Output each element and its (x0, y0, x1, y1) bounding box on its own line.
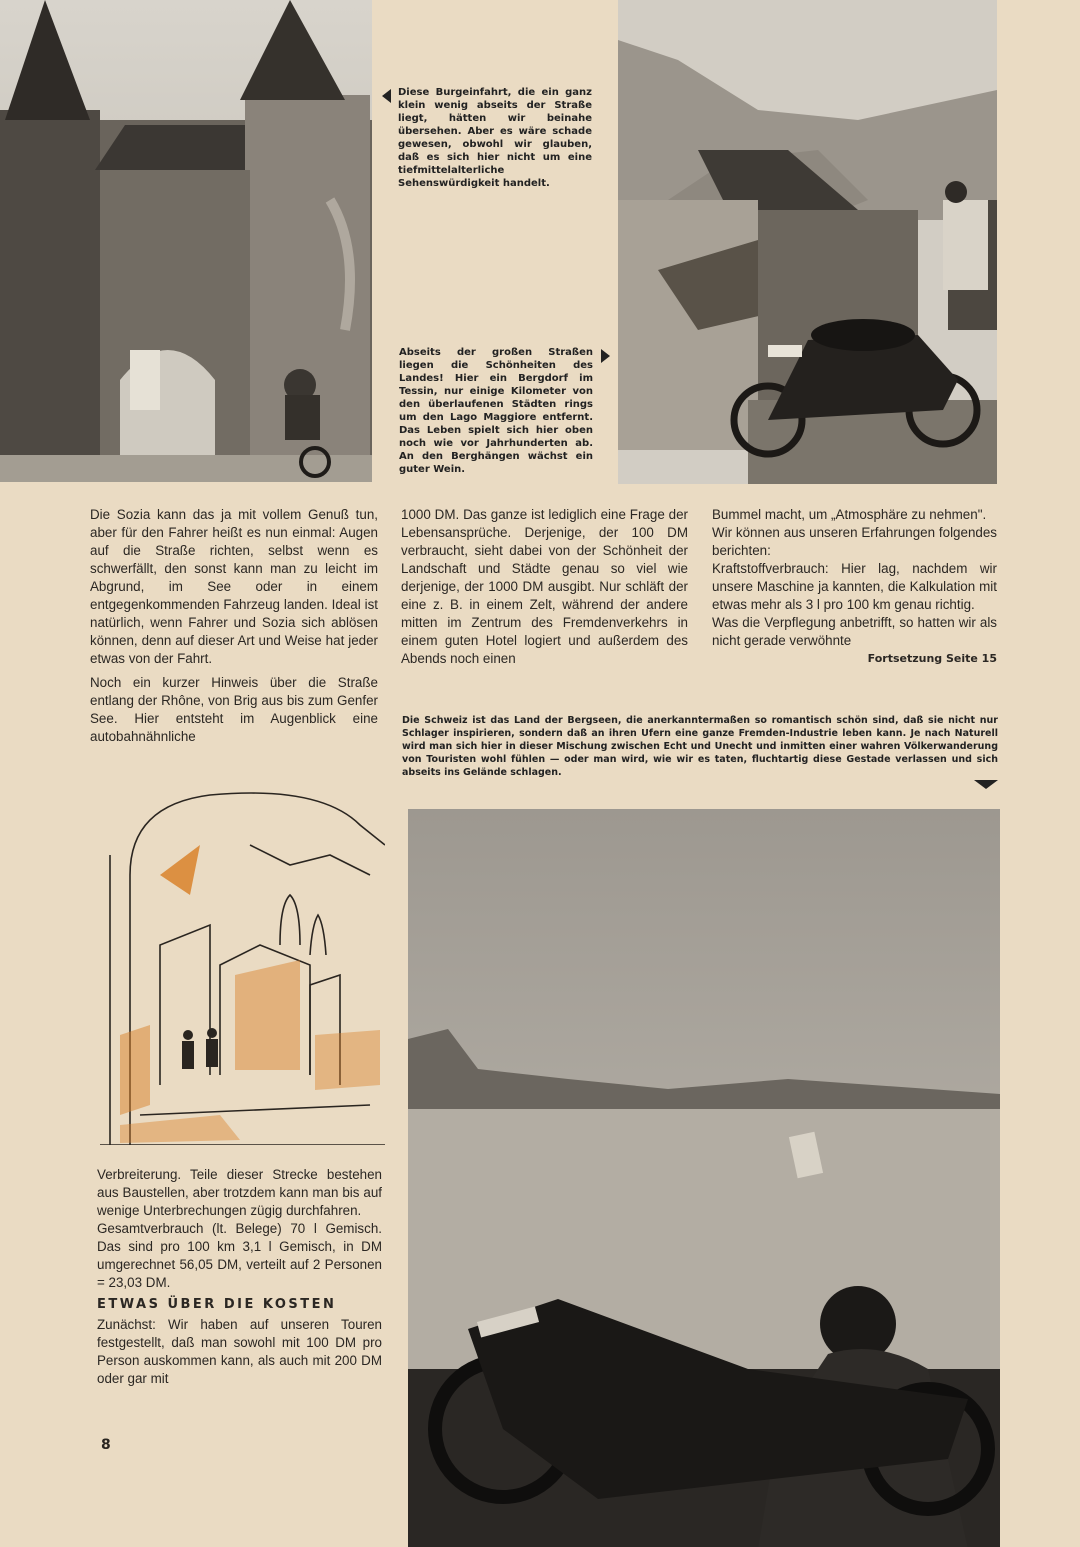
lake-caption: Die Schweiz ist das Land der Bergseen, die anerkanntermaßen so romantisch schön sind, daß sie nicht nur Schlager inspirieren, sondern daß an ihren Ufern eine ganze Fremden-Industrie leben kann. Je nach Naturell wird man sich hier in dieser Mischung zwischen Echt und Unecht und inmitten einer wahren Völkerwanderung von Touristen wohl fühlen — oder man wird, wie wir es taten, fluchtartig diese Gestade verlassen und sich abseits ins Gelände schlagen. (402, 715, 998, 778)
castle-caption: Diese Burgeinfahrt, die ein ganz klein wenig abseits der Straße liegt, hätten wir beinahe übersehen. Aber es wäre schade gewesen, obwohl wir glauben, daß es sich hier nicht um eine tiefmittelalterliche Sehenswürdigkeit handelt. (398, 87, 592, 189)
paragraph: Verbreiterung. Teile dieser Strecke bestehen aus Baustellen, aber trotzdem kann man bis auf wenige Unterbrechungen zügig durchfahren. (97, 1167, 382, 1218)
section-heading: ETWAS ÜBER DIE KOSTEN (97, 1297, 337, 1312)
paragraph: Gesamtverbrauch (lt. Belege) 70 l Gemisch. Das sind pro 100 km 3,1 l Gemisch, in DM umgerechnet 56,05 DM, verteilt auf 2 Personen = 23,03 DM. (97, 1221, 382, 1290)
text-column-1 (90, 506, 378, 752)
caption-pointer-down-icon (974, 780, 998, 789)
paragraph: Wir können aus unseren Erfahrungen folgendes berichten: (712, 525, 997, 558)
paragraph: Zunächst: Wir haben auf unseren Touren festgestellt, daß man sowohl mit 100 DM pro Person auskommen kann, als auch mit 200 DM oder gar mit (97, 1317, 382, 1386)
village-caption: Abseits der großen Straßen liegen die Schönheiten des Landes! Hier ein Bergdorf im Tessin, nur einige Kilometer von den überlaufenen Städten rings um den Lago Maggiore entfernt. Das Leben spielt sich hier oben noch wie vor Jahrhunderten ab. An den Berghängen wächst ein guter Wein. (399, 347, 593, 475)
paragraph: Kraftstoffverbrauch: Hier lag, nachdem wir unsere Maschine ja kannten, die Kalkulation mit etwas mehr als 3 l pro 100 km genau richtig. (712, 561, 997, 612)
continuation-note: Fortsetzung Seite 15 (867, 652, 997, 665)
paragraph: Was die Verpflegung anbetrifft, so hatten wir als nicht gerade verwöhnte (712, 615, 997, 648)
paragraph: 1000 DM. Das ganze ist lediglich eine Frage der Lebensansprüche. Derjenige, der 100 DM verbraucht, sieht dabei von der Schönheit der Landschaft und Städte genau so viel wie derjenige, der 1000 DM ausgibt. Nur schläft der eine z. B. in einem Zelt, während der andere mitten im Zentrum des Fremdenverkehrs in einem guten Hotel logiert und außerdem des Abends noch einen (401, 507, 688, 666)
village-street-sketch (100, 785, 385, 1145)
text-column-3 (712, 506, 997, 668)
text-column-4 (97, 1166, 382, 1388)
text-column-2 (401, 506, 688, 674)
paragraph: Noch ein kurzer Hinweis über die Straße entlang der Rhône, von Brig aus bis zum Genfer See. Hier entsteht im Augenblick eine autobahnähnliche (90, 675, 378, 744)
page-number: 8 (101, 1437, 111, 1453)
castle-gate-photo (0, 0, 372, 482)
caption-pointer-right-icon (601, 349, 610, 363)
mountain-village-photo (618, 0, 997, 484)
caption-pointer-left-icon (382, 89, 391, 103)
paragraph: Bummel macht, um „Atmosphäre zu nehmen". (712, 507, 987, 522)
lake-motorcycle-photo (408, 809, 1000, 1547)
paragraph: Die Sozia kann das ja mit vollem Genuß tun, aber für den Fahrer heißt es nun einmal: Augen auf die Straße richten, selbst wenn es schwerfällt, den sonst kann man zu leicht im Abgrund, im See oder in einem entgegenkommenden Fahrzeug landen. Ideal ist natürlich, wenn Fahrer und Sozia sich ablösen können, denn auf dieser Art und Weise hat jeder etwas von der Fahrt. (90, 507, 378, 666)
